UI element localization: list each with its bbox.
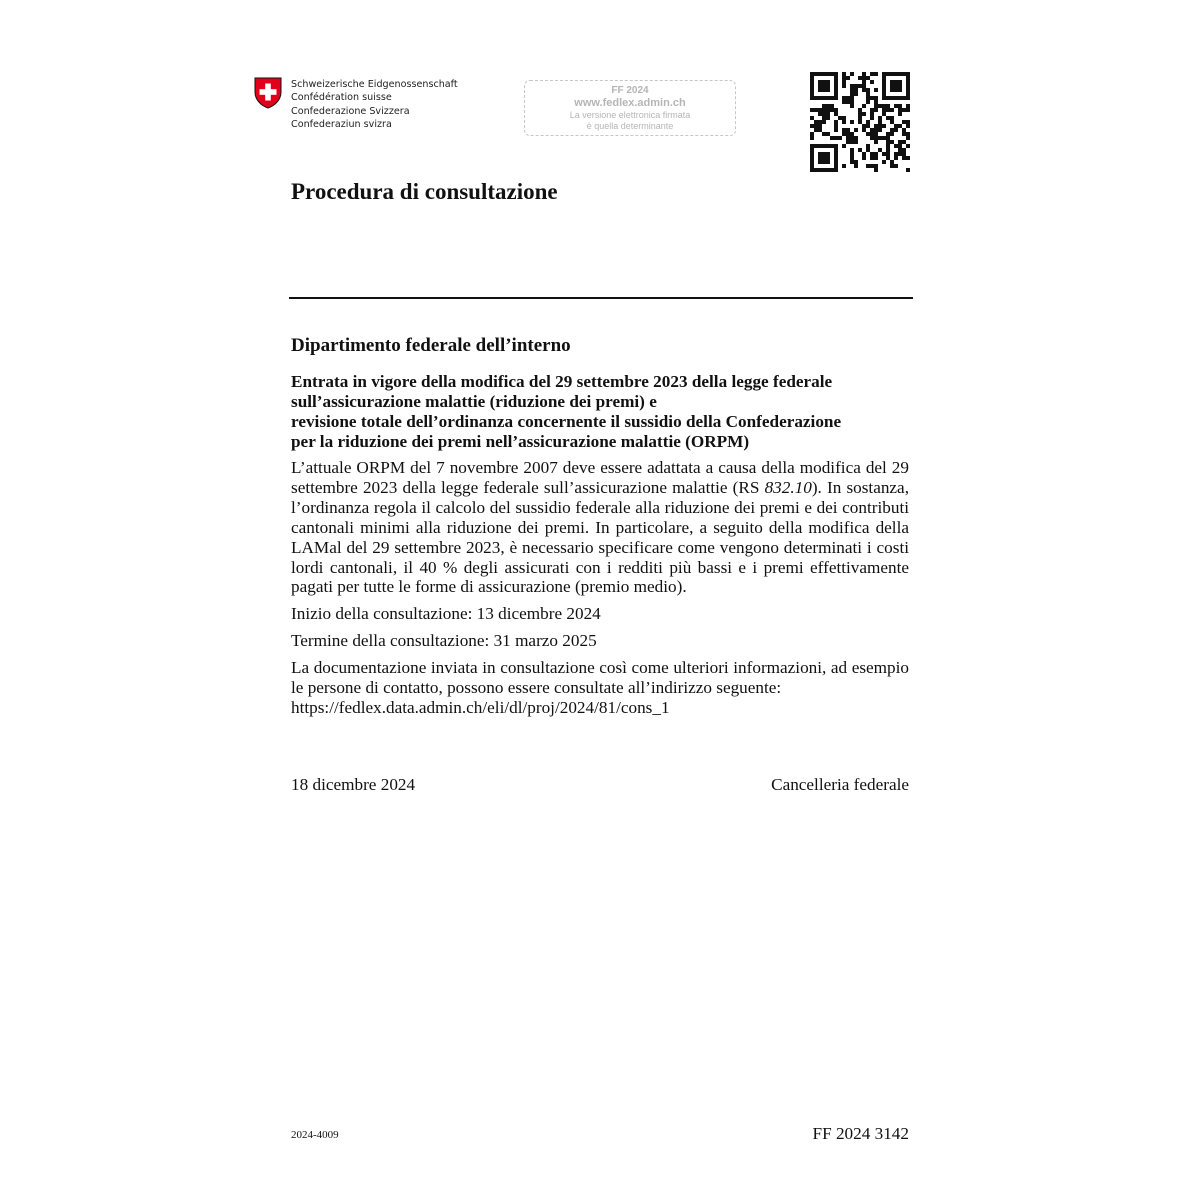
page-title: Procedura di consultazione: [291, 179, 558, 204]
title-rule: [289, 297, 913, 299]
issuing-authority: Cancelleria federale: [771, 775, 909, 794]
confederation-names: [291, 78, 458, 131]
confederation-name-de: Schweizerische Eidgenossenschaft: [291, 79, 458, 90]
stamp-ref: FF 2024: [611, 85, 649, 96]
stamp-note-2: è quella determinante: [586, 121, 674, 131]
notice-content: [291, 372, 909, 718]
consultation-start: Inizio della consultazione: 13 dicembre 2024: [291, 604, 601, 624]
publication-date: 18 dicembre 2024: [291, 775, 416, 794]
documentation-paragraph: [291, 658, 909, 718]
qr-code-icon: [810, 72, 910, 172]
subject-line: sull’assicurazione malattie (riduzione dei premi) e: [291, 392, 657, 411]
stamp-site: www.fedlex.admin.ch: [574, 97, 686, 109]
subject-line: per la riduzione dei premi nell’assicurazione malattie (ORPM): [291, 432, 750, 451]
subject-heading: [291, 372, 909, 452]
intro-text: L’attuale ORPM del 7 novembre 2007 deve essere adattata a causa della modifica del 29 settembre 2023 della legge federale sull’assicurazione malattie (RS: [291, 458, 909, 497]
fedlex-stamp: [524, 80, 736, 136]
rs-number: 832.10: [764, 477, 812, 497]
documentation-url[interactable]: https://fedlex.data.admin.ch/eli/dl/proj/2024/81/cons_1: [291, 697, 670, 717]
ff-reference: FF 2024 3142: [812, 1124, 909, 1143]
subject-line: revisione totale dell’ordinanza concernente il sussidio della Confederazione: [291, 412, 842, 431]
confederation-name-it: Confederazione Svizzera: [291, 105, 410, 117]
consultation-end: Termine della consultazione: 31 marzo 2025: [291, 631, 597, 651]
department-heading: Dipartimento federale dell’interno: [291, 335, 571, 356]
subject-line: Entrata in vigore della modifica del 29 settembre 2023 della legge federale: [291, 372, 833, 391]
documentation-text: La documentazione inviata in consultazione così come ulteriori informazioni, ad esempio le persone di contatto, possono essere consultate all’indirizzo seguente:: [291, 658, 909, 698]
intro-text-continued: ). In sostanza, l’ordinanza regola il calcolo del sussidio federale alla riduzione dei premi e dei contributi cantonali minimi alla riduzione dei premi. In particolare, a seguito della modifica della LAMal del 29 settembre 2023, è necessario specificare come vengono determinati i costi lordi cantonali, il 40 % degli assicurati con i redditi più bassi e i premi effettivamente pagati per tutte le forme di assicurazione (premio medio).: [291, 477, 909, 597]
swiss-crest-icon: [254, 77, 282, 109]
confederation-name-fr: Confédération suisse: [291, 92, 392, 104]
document-number: 2024-4009: [291, 1129, 339, 1141]
stamp-note-1: La versione elettronica firmata: [569, 110, 691, 120]
confederation-name-rm: Confederaziun svizra: [291, 118, 392, 130]
intro-paragraph: [291, 458, 909, 597]
